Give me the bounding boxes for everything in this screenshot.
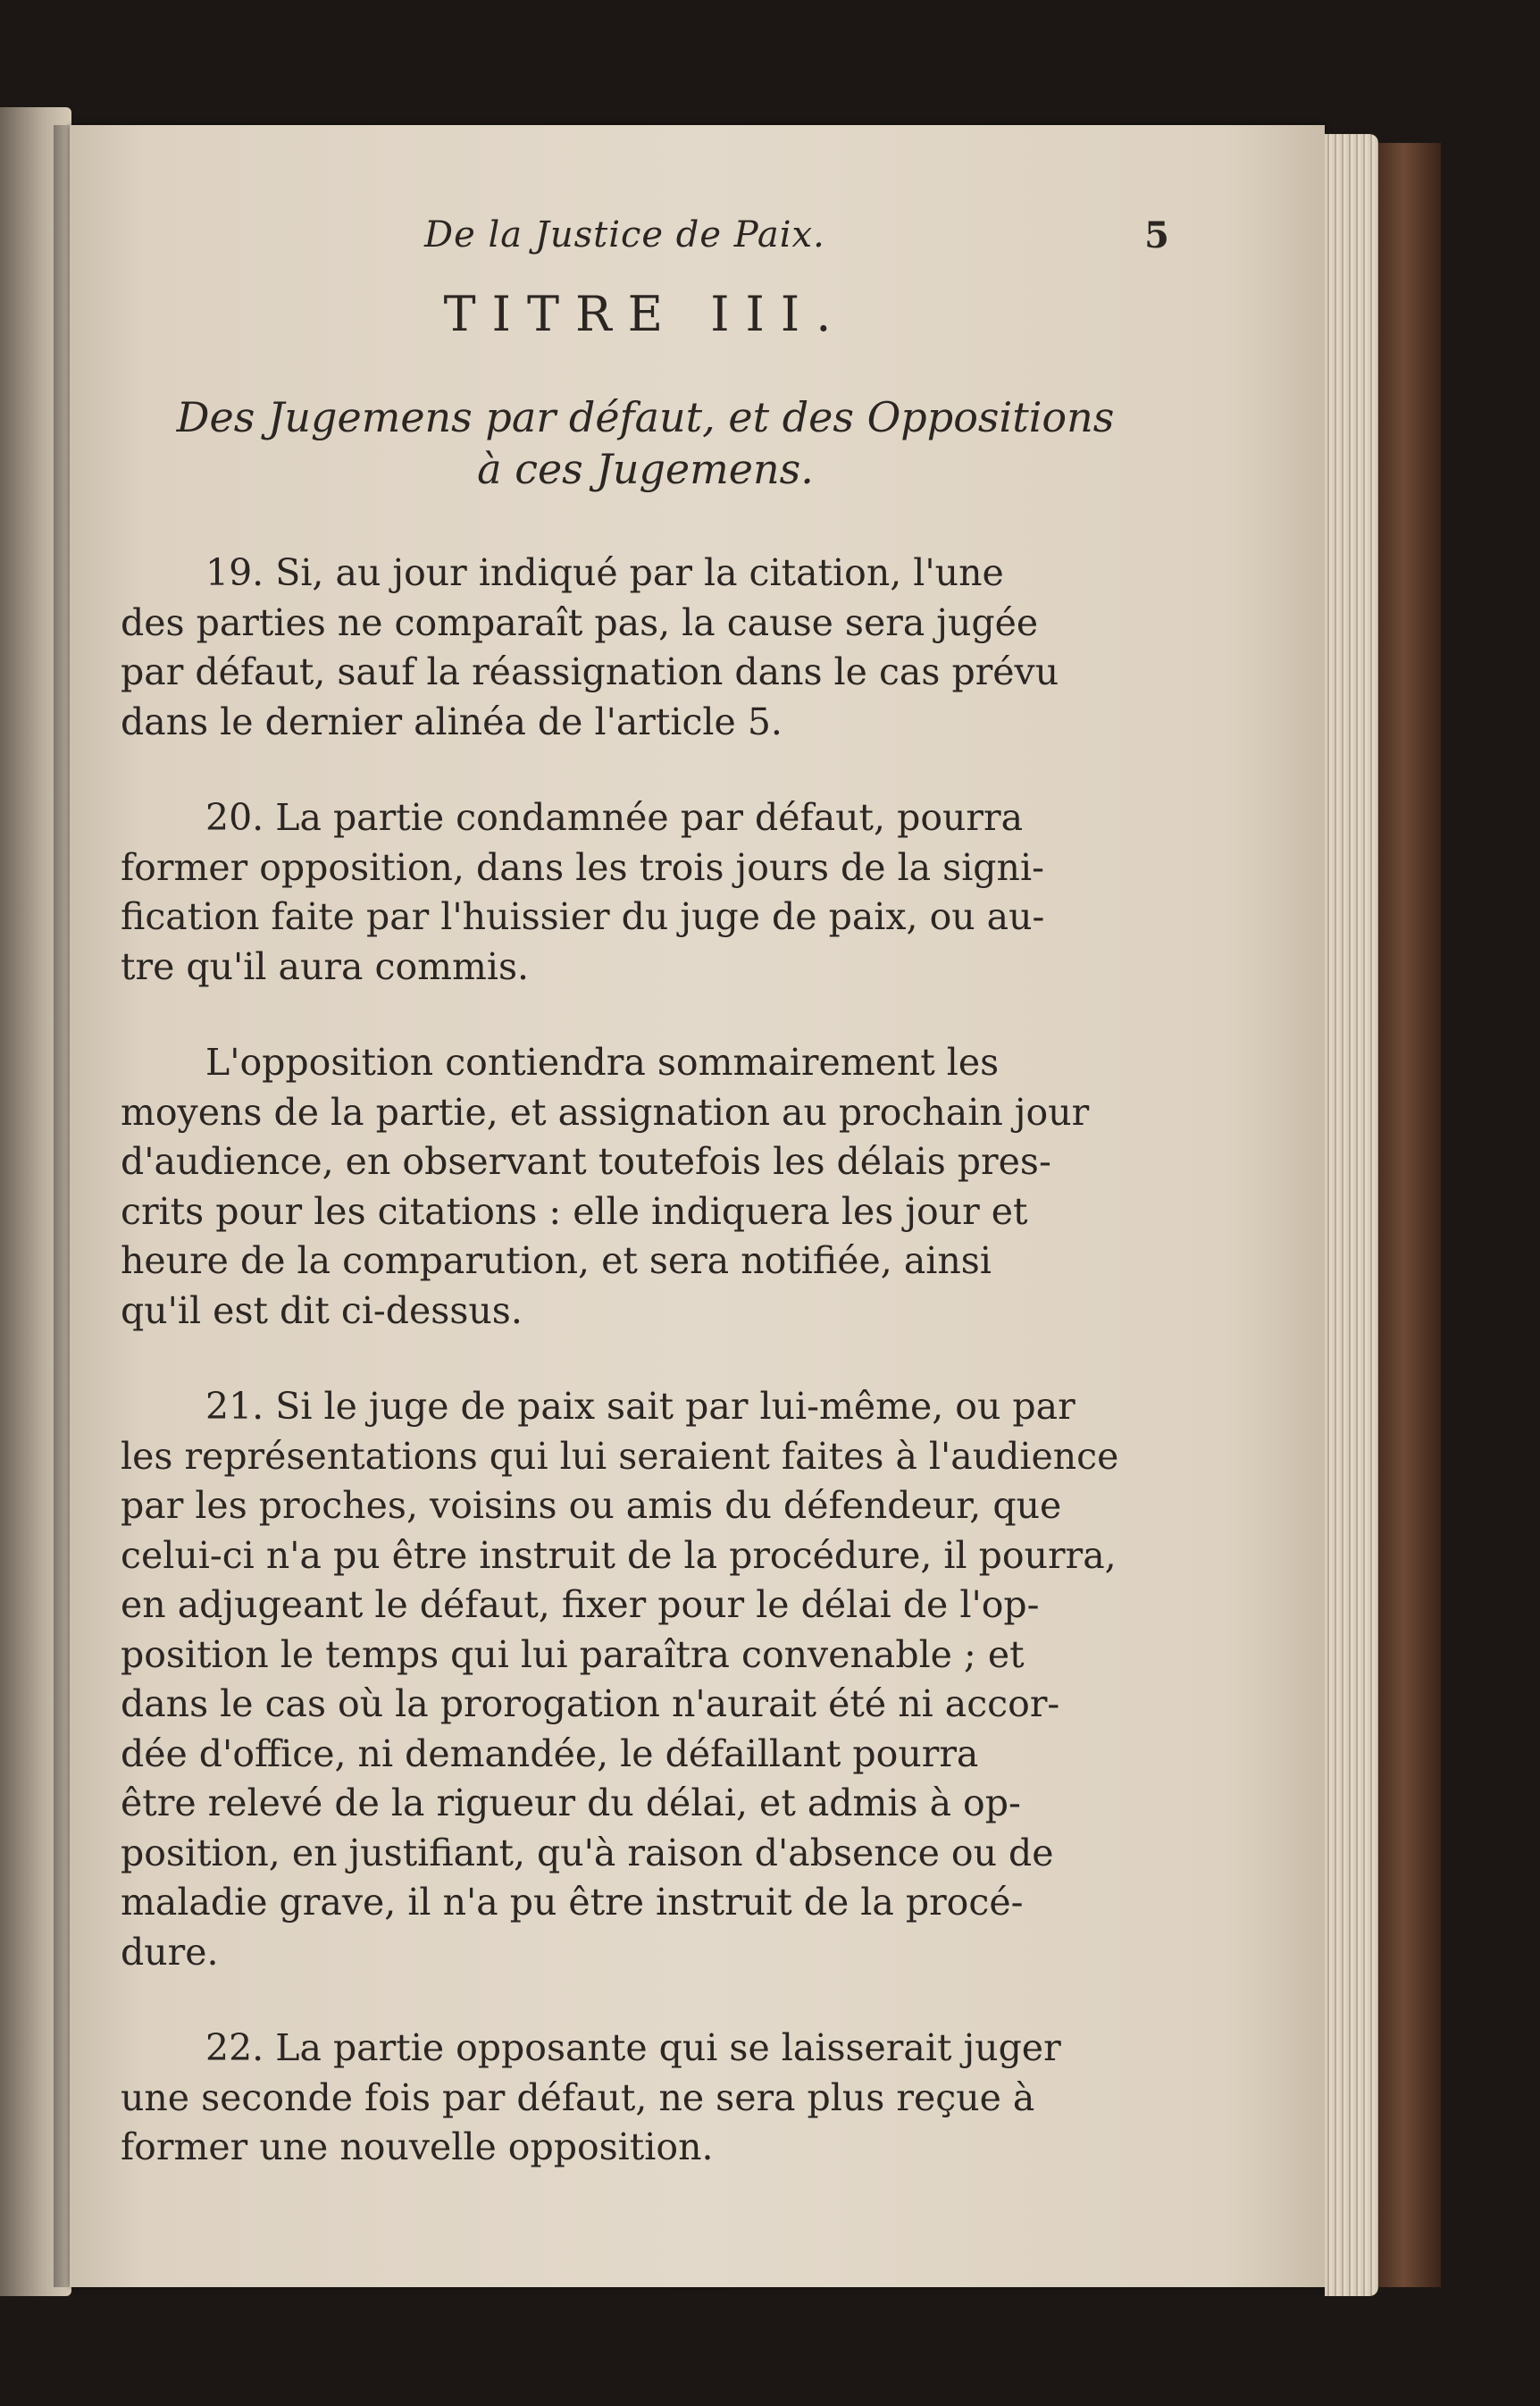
page-number: 5 <box>1144 214 1170 256</box>
text-line: former opposition, dans les trois jours de la signi- <box>121 845 1044 889</box>
text-line: position le temps qui lui paraîtra convenable ; et <box>121 1632 1025 1676</box>
text-line: une seconde fois par défaut, ne sera plus reçue à <box>121 2075 1035 2119</box>
text-line: 20. La partie condamnée par défaut, pourra <box>205 796 1024 839</box>
text-line: tre qu'il aura commis. <box>121 944 530 988</box>
text-line: 22. La partie opposante qui se laisserait juger <box>205 2026 1061 2069</box>
text-line: maladie grave, il n'a pu être instruit de la procé- <box>121 1881 1024 1924</box>
page-content <box>121 205 1170 2219</box>
paragraph-opposition <box>121 1038 1170 1336</box>
paragraph-19 <box>121 549 1170 747</box>
text-line: crits pour les citations : elle indiquera les jour et <box>121 1189 1028 1233</box>
text-line: fication faite par l'huissier du juge de paix, ou au- <box>121 895 1045 938</box>
subtitle-line: Des Jugemens par défaut, et des Oppositions <box>176 393 1115 441</box>
text-line: par les proches, voisins ou amis du défendeur, que <box>121 1484 1062 1527</box>
text-line: heure de la comparution, et sera notifiée, ainsi <box>121 1239 992 1282</box>
text-line: dans le cas où la prorogation n'aurait été ni accor- <box>121 1682 1060 1725</box>
text-line: dée d'office, ni demandée, le défaillant pourra <box>121 1731 979 1775</box>
text-line: qu'il est dit ci-dessus. <box>121 1288 523 1332</box>
text-line: dure. <box>121 1930 219 1974</box>
text-line: en adjugeant le défaut, fixer pour le délai de l'op- <box>121 1583 1040 1626</box>
text-line: former une nouvelle opposition. <box>121 2125 714 2168</box>
page-stack-edge <box>1325 134 1378 2296</box>
text-line: celui-ci n'a pu être instruit de la procédure, il pourra, <box>121 1533 1117 1577</box>
chapter-title: TITRE III. <box>443 286 848 342</box>
running-header <box>121 205 1170 268</box>
text-line: dans le dernier alinéa de l'article 5. <box>121 700 783 743</box>
text-line: position, en justifiant, qu'à raison d'absence ou de <box>121 1831 1054 1874</box>
paragraph-21 <box>121 1382 1170 1977</box>
text-line: moyens de la partie, et assignation au prochain jour <box>121 1090 1090 1134</box>
text-line: 19. Si, au jour indiqué par la citation, l'une <box>205 551 1004 594</box>
paragraph-20 <box>121 793 1170 992</box>
text-line: L'opposition contiendra sommairement les <box>205 1041 1000 1084</box>
running-title: De la Justice de Paix. <box>424 214 825 256</box>
text-line: des parties ne comparaît pas, la cause sera jugée <box>121 600 1039 644</box>
paragraph-22 <box>121 2024 1170 2173</box>
subtitle-line: à ces Jugemens. <box>477 445 814 493</box>
text-line: les représentations qui lui seraient faites à l'audience <box>121 1434 1119 1478</box>
text-line: par défaut, sauf la réassignation dans le cas prévu <box>121 650 1059 693</box>
book-cover-edge <box>1378 143 1441 2287</box>
chapter-subtitle <box>121 391 1170 495</box>
text-line: 21. Si le juge de paix sait par lui-même, ou par <box>205 1385 1075 1428</box>
text-line: d'audience, en observant toutefois les délais pres- <box>121 1140 1051 1183</box>
text-line: être relevé de la rigueur du délai, et admis à op- <box>121 1781 1021 1824</box>
